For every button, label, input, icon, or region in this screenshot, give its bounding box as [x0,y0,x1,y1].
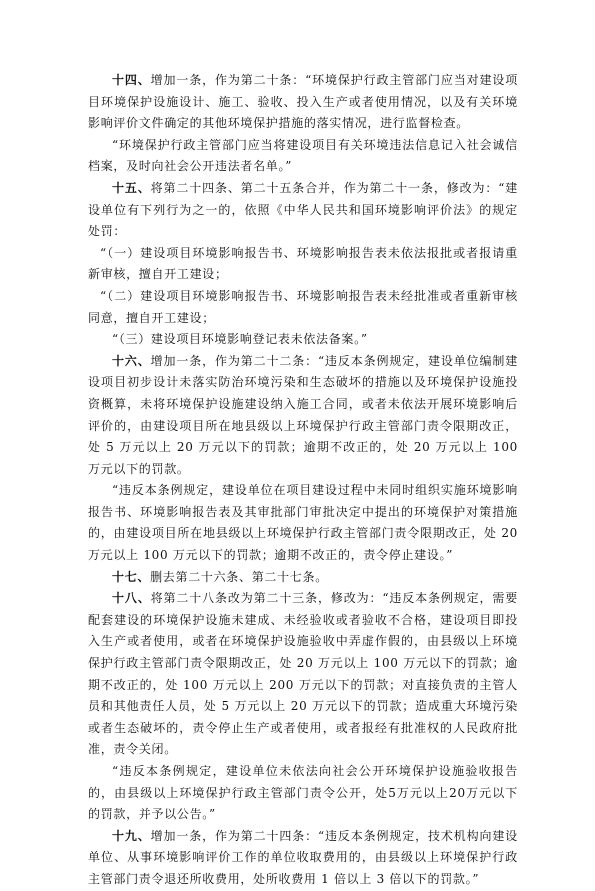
paragraph-18-continued [88,761,518,826]
clause-number: 十五、 [112,180,151,195]
paragraph-text: 增加一条，作为第二十四条：“违反本条例规定，技术机构向建设单位、从事环境影响评价工作的单位收取费用的，由县级以上环境保护行政主管部门责令退还所收费用，处所收费用 1 倍以上 3 倍以下的罚款。” [88,828,519,886]
paragraph-text: 增加一条，作为第二十条：“环境保护行政主管部门应当对建设项目环境保护设施设计、施工、验收、投入生产或者使用情况，以及有关环境影响评价文件确定的其他环境保护措施的落实情况，进行监督检查。 [88,73,519,131]
paragraph-15 [88,178,518,243]
paragraph-16-continued [88,480,518,566]
paragraph-19 [88,826,518,891]
clause-number: 十九、 [112,828,151,843]
paragraph-text: “环境保护行政主管部门应当将建设项目有关环境违法信息记入社会诚信档案，及时向社会公开违法者名单。” [88,137,518,174]
paragraph-text: 增加一条，作为第二十二条：“违反本条例规定，建设单位编制建设项目初步设计未落实防治环境污染和生态破坏的措施以及环境保护设施投资概算，未将环境保护设施建设纳入施工合同，或者未依法开展环境影响后评价的，由建设项目所在地县级以上环境保护行政主管部门责令限期改正，处 5 万元以上 20 万元以下的罚款；逾期不改正的，处 20 万元以上 100 万元以下的罚款。 [88,353,519,476]
paragraph-14-continued [88,135,518,178]
paragraph-text: 将第二十四条、第二十五条合并，作为第二十一条，修改为：“建设单位有下列行为之一的，依照《中华人民共和国环境影响评价法》的规定处罚： [88,180,519,239]
paragraph-text: 删去第二十六条、第二十七条。 [150,569,328,584]
paragraph-18 [88,588,518,761]
paragraph-17 [88,567,518,589]
clause-number: 十四、 [112,73,151,87]
document-body [88,70,518,891]
clause-number: 十六、 [112,353,151,368]
paragraph-15-item-3 [88,329,518,351]
paragraph-text: “（一）建设项目环境影响报告书、环境影响报告表未依法报批或者报请重新审核，擅自开工建设； [88,245,518,282]
paragraph-text: “（二）建设项目环境影响报告书、环境影响报告表未经批准或者重新审核同意，擅自开工建设； [88,288,518,325]
paragraph-text: “违反本条例规定，建设单位未依法向社会公开环境保护设施验收报告的，由县级以上环境保护行政主管部门责令公开，处5万元以上20万元以下的罚款，并予以公告。” [88,764,518,822]
paragraph-15-item-2 [88,286,518,329]
paragraph-text: “（三）建设项目环境影响登记表未依法备案。” [112,332,368,347]
clause-number: 十七、 [112,569,151,584]
paragraph-14 [88,70,518,135]
paragraph-text: 将第二十八条改为第二十三条，修改为：“违反本条例规定，需要配套建设的环境保护设施未建成、未经验收或者验收不合格，建设项目即投入生产或者使用，或者在环境保护设施验收中弄虚作假的，由县级以上环境保护行政主管部门责令限期改正，处 20 万元以上 100 万元以下的罚款；逾期不改正的，处 100 万元以上 200 万元以下的罚款；对直接负责的主管人员和其他责任人员，处 5 万元以上 20 万元以下的罚款；造成重大环境污染或者生态破坏的，责令停止生产或者使用，或者报经有批准权的人民政府批准，责令关闭。 [88,591,519,757]
paragraph-text: “违反本条例规定，建设单位在项目建设过程中未同时组织实施环境影响报告书、环境影响报告表及其审批部门审批决定中提出的环境保护对策措施的，由建设项目所在地县级以上环境保护行政主管部门责令限期改正，处 20 万元以上 100 万元以下的罚款；逾期不改正的，责令停止建设。” [88,483,518,563]
paragraph-15-item-1 [88,243,518,286]
clause-number: 十八、 [112,591,151,606]
paragraph-16 [88,351,518,481]
